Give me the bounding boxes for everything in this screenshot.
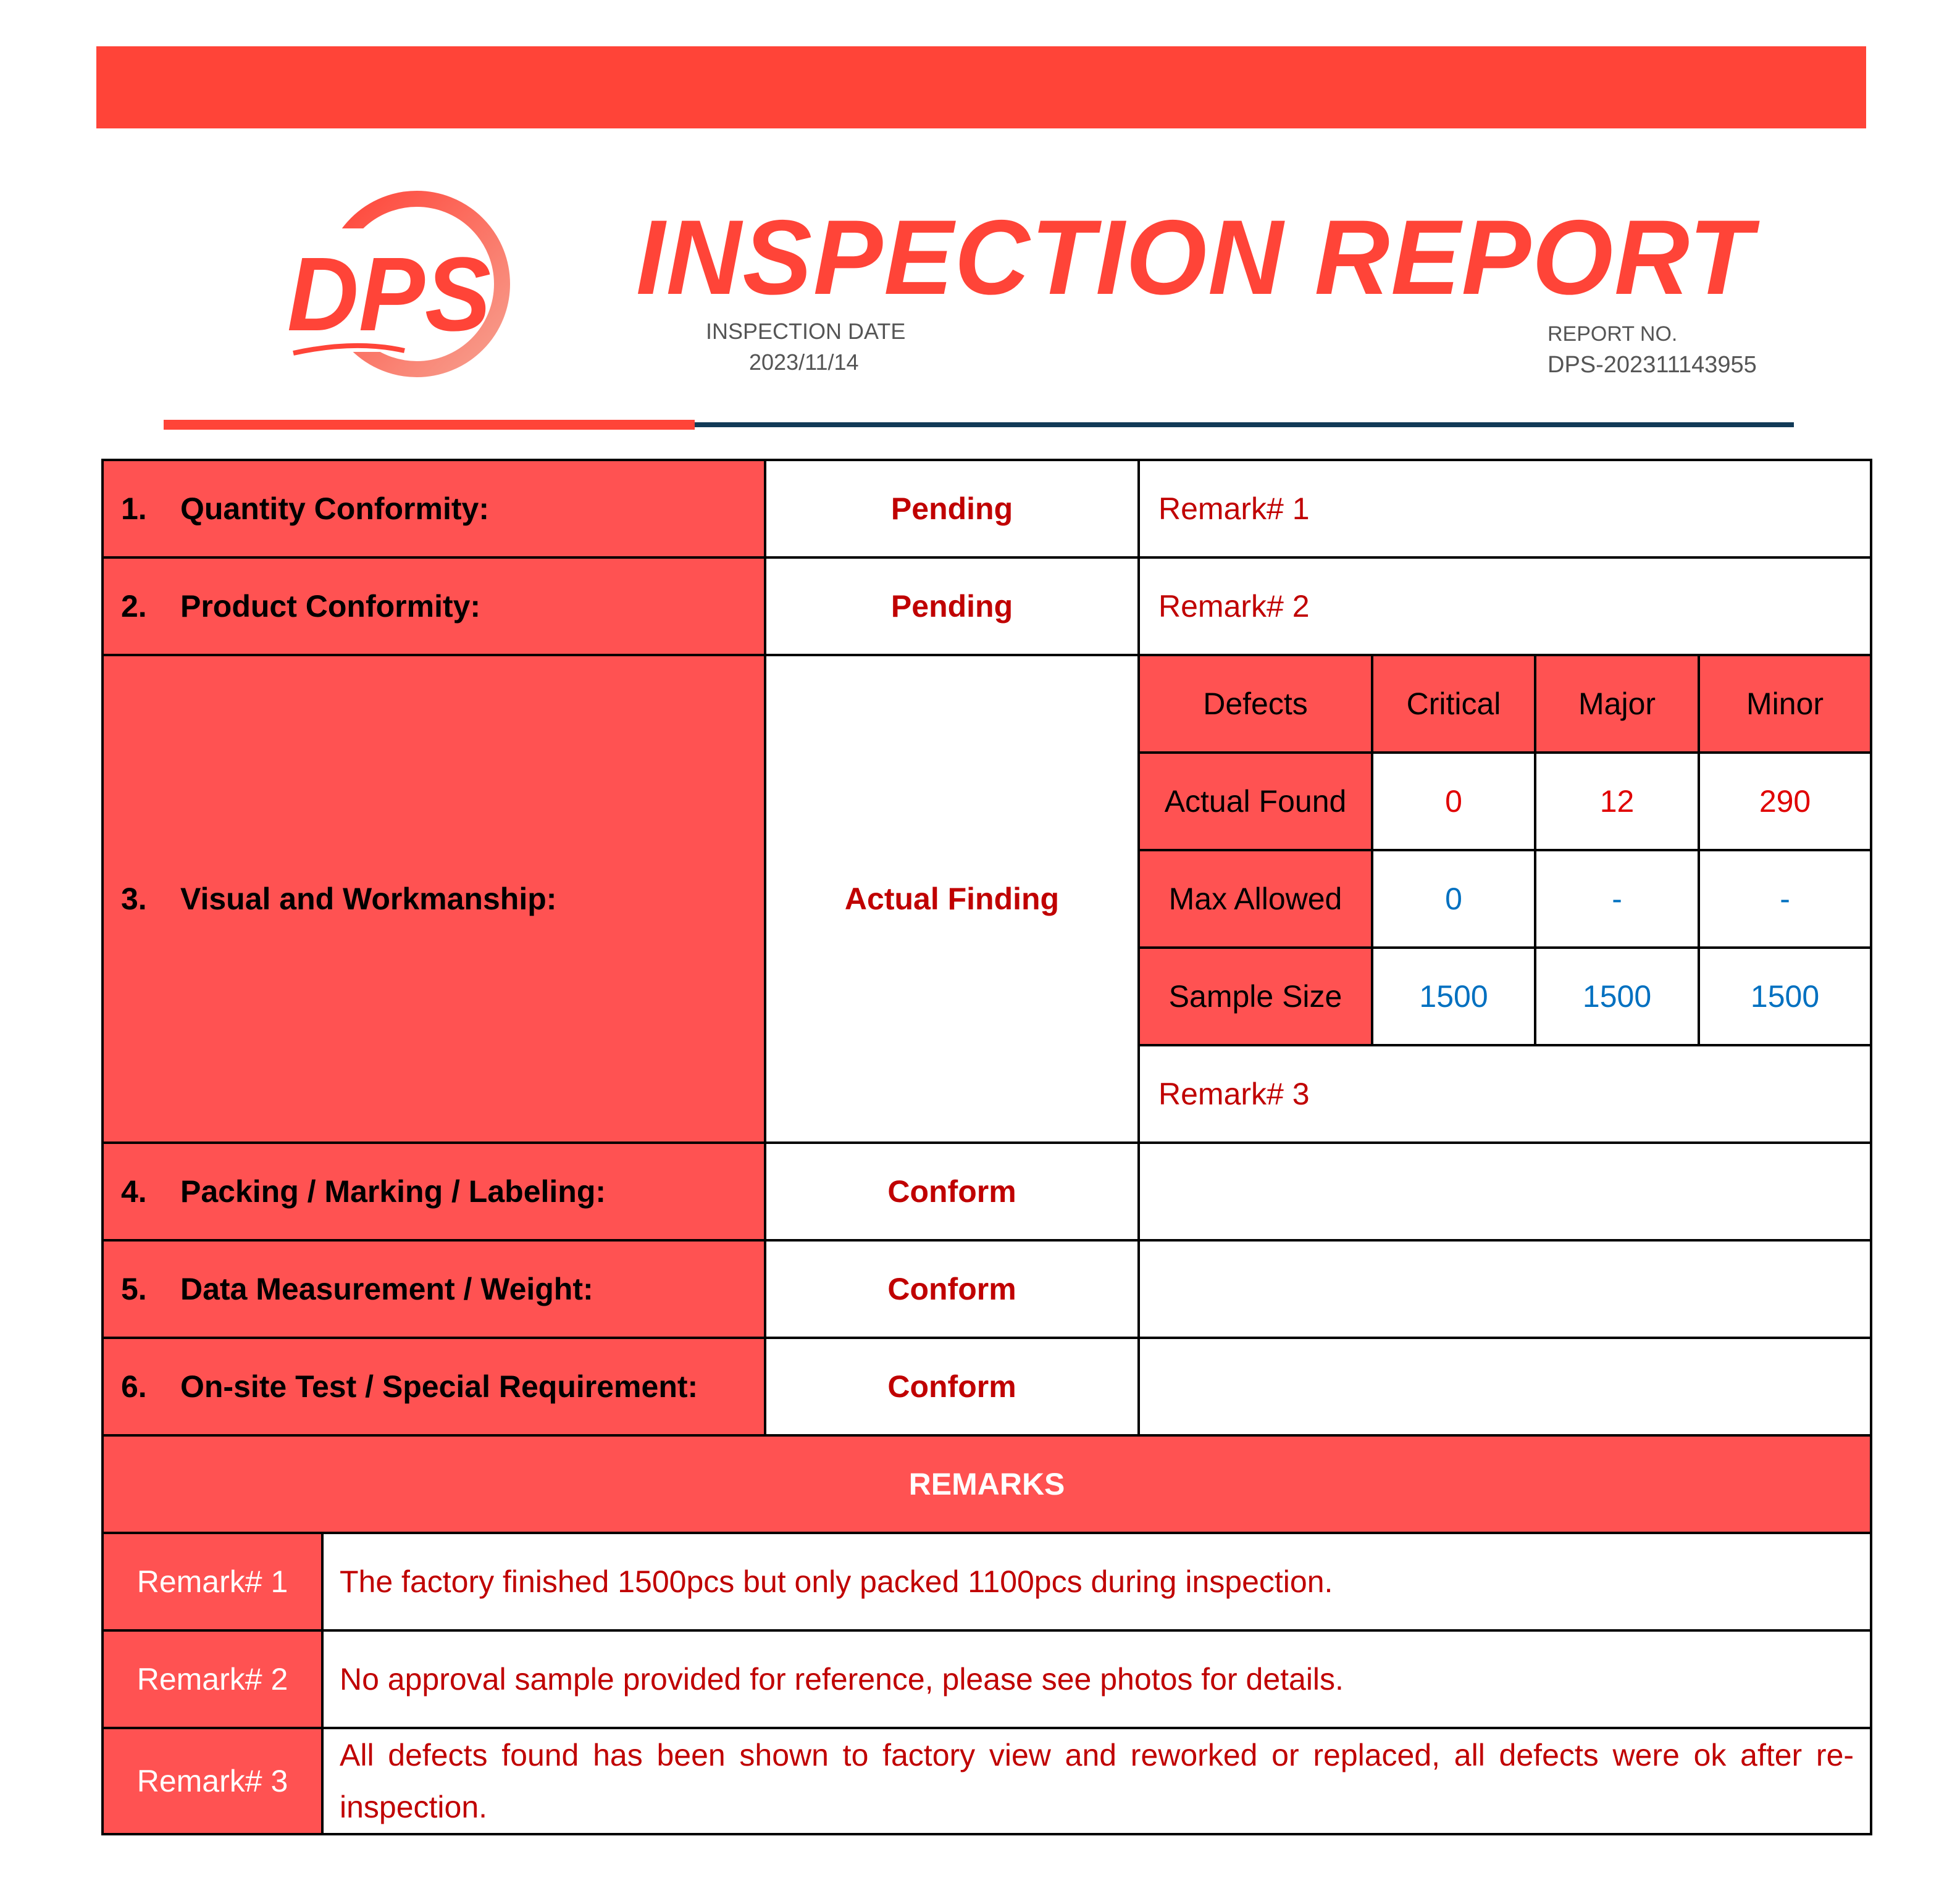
remark-text: The factory finished 1500pcs but only packed 1100pcs during inspection. <box>322 1533 1871 1630</box>
section-status: Conform <box>765 1143 1139 1240</box>
table-row <box>103 460 1871 557</box>
section-remark: Remark# 1 <box>1139 460 1871 557</box>
remark-label: Remark# 1 <box>103 1533 322 1630</box>
defects-value: - <box>1699 850 1871 948</box>
table-row <box>103 655 1871 753</box>
defects-row-label: Max Allowed <box>1139 850 1372 948</box>
section-status: Conform <box>765 1338 1139 1435</box>
defects-value: 0 <box>1372 753 1535 850</box>
remark-row <box>103 1630 1871 1728</box>
inspection-table <box>101 459 1872 1835</box>
defects-value: 1500 <box>1535 948 1699 1045</box>
section-label: 2. Product Conformity: <box>103 557 765 655</box>
defects-header: Major <box>1535 655 1699 753</box>
remark-label: Remark# 2 <box>103 1630 322 1728</box>
report-title: INSPECTION REPORT <box>636 198 1754 317</box>
remark-text: No approval sample provided for reference, please see photos for details. <box>322 1630 1871 1728</box>
svg-text:DPS: DPS <box>287 236 491 353</box>
section-remark: Remark# 2 <box>1139 557 1871 655</box>
table-row <box>103 557 1871 655</box>
defects-value: 1500 <box>1699 948 1871 1045</box>
defects-value: 290 <box>1699 753 1871 850</box>
defects-header: Defects <box>1139 655 1372 753</box>
report-no: DPS-202311143955 <box>1547 352 1757 378</box>
remark-text: All defects found has been shown to factory view and reworked or replaced, all defects were ok after re-inspection. <box>322 1728 1871 1834</box>
section-remark <box>1139 1338 1871 1435</box>
inspection-date-label: INSPECTION DATE <box>706 319 906 344</box>
section-remark: Remark# 3 <box>1139 1045 1871 1143</box>
defects-header: Minor <box>1699 655 1871 753</box>
section-remark <box>1139 1143 1871 1240</box>
section-status: Pending <box>765 557 1139 655</box>
table-row <box>103 1338 1871 1435</box>
section-status: Actual Finding <box>765 655 1139 1143</box>
remark-label: Remark# 3 <box>103 1728 322 1834</box>
defects-row-label: Actual Found <box>1139 753 1372 850</box>
inspection-date: 2023/11/14 <box>749 349 859 375</box>
remark-row <box>103 1533 1871 1630</box>
report-no-label: REPORT NO. <box>1547 322 1678 346</box>
defects-value: 1500 <box>1372 948 1535 1045</box>
section-status: Pending <box>765 460 1139 557</box>
remarks-title: REMARKS <box>103 1435 1871 1533</box>
section-label: 1. Quantity Conformity: <box>103 460 765 557</box>
defects-row-label: Sample Size <box>1139 948 1372 1045</box>
defects-value: - <box>1535 850 1699 948</box>
section-label: 6. On-site Test / Special Requirement: <box>103 1338 765 1435</box>
section-status: Conform <box>765 1240 1139 1338</box>
divider-red <box>164 420 695 430</box>
dps-logo <box>281 185 540 383</box>
header-bar <box>96 46 1866 128</box>
defects-value: 12 <box>1535 753 1699 850</box>
defects-header: Critical <box>1372 655 1535 753</box>
defects-value: 0 <box>1372 850 1535 948</box>
table-row <box>103 1143 1871 1240</box>
remark-row <box>103 1728 1871 1834</box>
divider-navy <box>695 422 1794 427</box>
section-label: 3. Visual and Workmanship: <box>103 655 765 1143</box>
section-label: 4. Packing / Marking / Labeling: <box>103 1143 765 1240</box>
table-row <box>103 1240 1871 1338</box>
section-remark <box>1139 1240 1871 1338</box>
section-label: 5. Data Measurement / Weight: <box>103 1240 765 1338</box>
remarks-header-row <box>103 1435 1871 1533</box>
